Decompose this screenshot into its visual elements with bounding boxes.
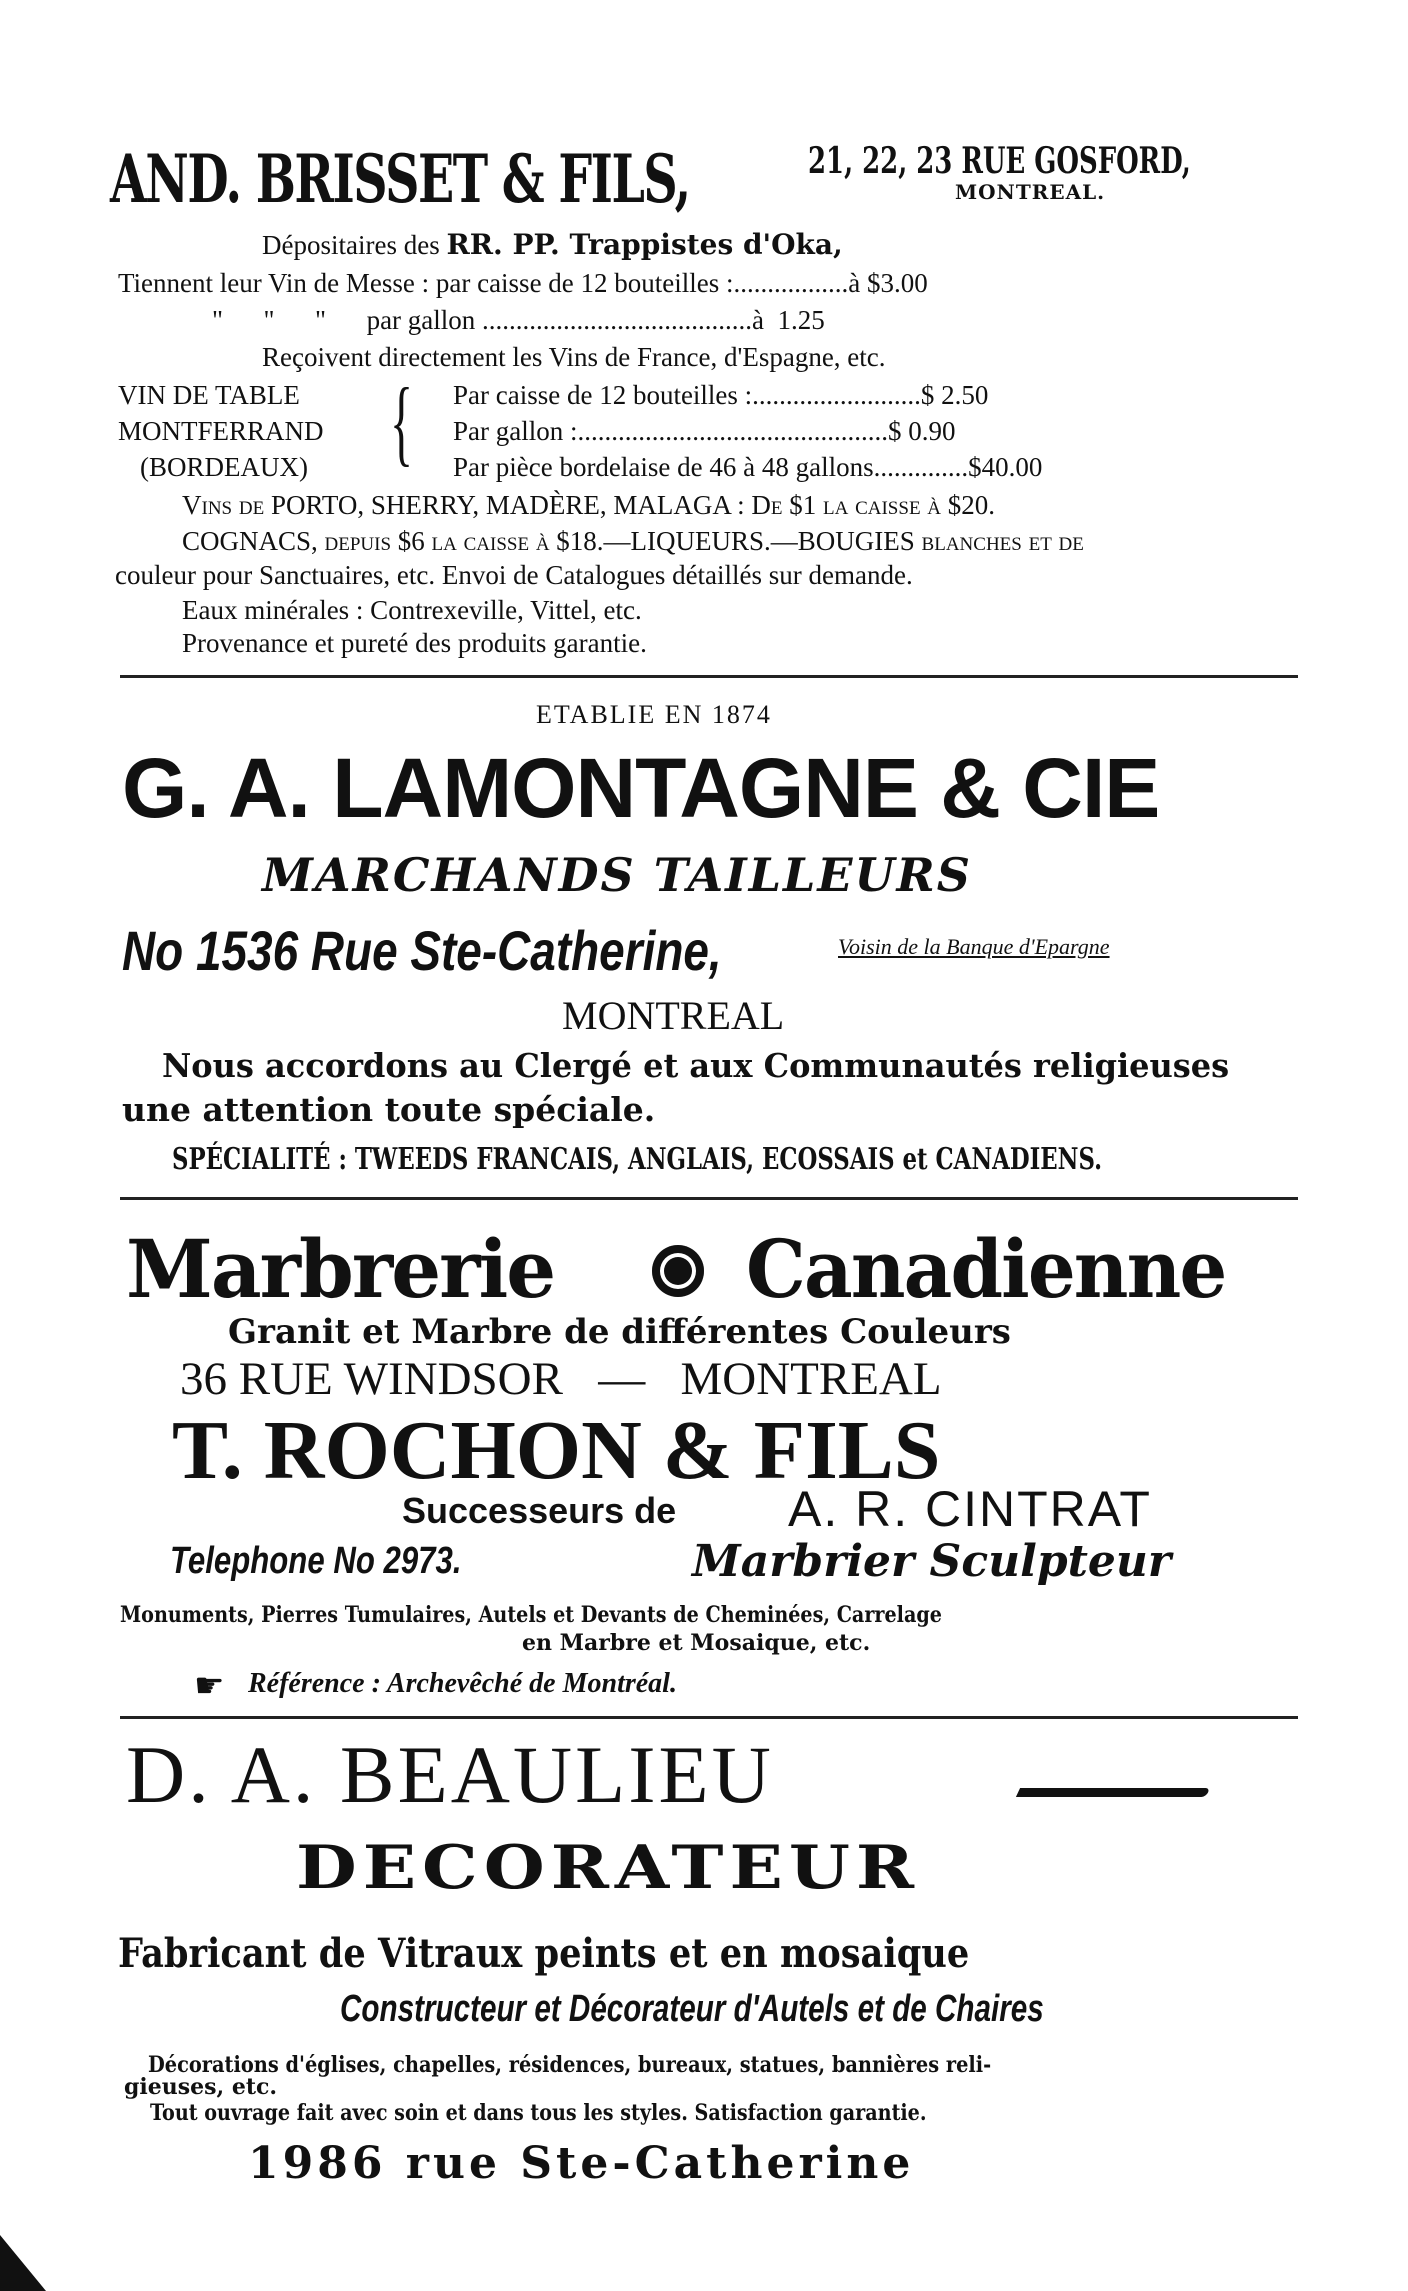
marbrerie-successeurs: Successeurs de: [402, 1490, 677, 1531]
marbrerie-granit: Granit et Marbre de différentes Couleurs: [228, 1312, 1011, 1352]
divider-1: [120, 675, 1298, 678]
brisset-address: 21, 22, 23 RUE GOSFORD,: [808, 140, 1191, 182]
marbrerie-monuments-1: Monuments, Pierres Tumulaires, Autels et Devants de Cheminées, Carrelage: [120, 1602, 942, 1628]
beaulieu-constructeur: Constructeur et Décorateur d'Autels et de Chaires: [340, 1988, 1044, 2030]
page-corner-mark: [0, 2235, 46, 2291]
marbrerie-title-right: Canadienne: [746, 1222, 1226, 1316]
vin-right-2: Par gallon :..............................................$ 0.90: [453, 416, 956, 446]
marbrerie-reference: Référence : Archevêché de Montréal.: [248, 1668, 677, 1699]
beaulieu-address: 1986 rue Ste-Catherine: [248, 2138, 915, 2189]
marbrerie-rochon: T. ROCHON & FILS: [172, 1404, 941, 1497]
brisset-depositaires: [262, 228, 843, 261]
beaulieu-tout: Tout ouvrage fait avec soin et dans tous les styles. Satisfaction garantie.: [150, 2100, 927, 2126]
brisset-city: MONTREAL.: [955, 180, 1106, 204]
beaulieu-decorateur: DECORATEUR: [296, 1832, 921, 1903]
brisset-cognacs: COGNACS, depuis $6 la caisse à $18.—LIQUEURS.—BOUGIES blanches et de: [182, 526, 1084, 556]
brisset-row-messe: Tiennent leur Vin de Messe : par caisse de 12 bouteilles :.................à $3.00: [118, 268, 928, 298]
ornament-icon: [652, 1245, 704, 1297]
lamontagne-nous-1: Nous accordons au Clergé et aux Communautés religieuses: [162, 1046, 1230, 1085]
vin-left-3: (BORDEAUX): [140, 452, 308, 482]
lamontagne-trade: MARCHANDS TAILLEURS: [262, 848, 973, 902]
beaulieu-decorations-1: Décorations d'églises, chapelles, résidences, bureaux, statues, bannières reli-: [148, 2052, 992, 2078]
brisset-provenance: Provenance et pureté des produits garantie.: [182, 628, 647, 658]
brisset-eaux: Eaux minérales : Contrexeville, Vittel, etc.: [182, 595, 642, 625]
depositaires-prefix: Dépositaires des: [262, 230, 440, 260]
vin-right-3: Par pièce bordelaise de 46 à 48 gallons..............$40.00: [453, 452, 1043, 482]
vin-left-1: VIN DE TABLE: [118, 380, 300, 410]
pointing-hand-icon: ☛: [194, 1668, 225, 1705]
lamontagne-nous-2: une attention toute spéciale.: [122, 1090, 656, 1129]
marbrerie-cintrat: A. R. CINTRAT: [788, 1481, 1152, 1537]
lamontagne-name: G. A. LAMONTAGNE & CIE: [122, 741, 1160, 835]
beaulieu-fabricant: Fabricant de Vitraux peints et en mosaique: [118, 1930, 970, 1977]
lamontagne-specialite: SPÉCIALITÉ : TWEEDS FRANCAIS, ANGLAIS, ECOSSAIS et CANADIENS.: [172, 1142, 1103, 1177]
vin-left-2: MONTFERRAND: [118, 416, 324, 446]
lamontagne-etablie: ETABLIE EN 1874: [536, 700, 772, 729]
brisset-couleur: couleur pour Sanctuaires, etc. Envoi de Catalogues détaillés sur demande.: [115, 560, 913, 590]
brisset-name: AND. BRISSET & FILS,: [110, 140, 690, 218]
marbrerie-monuments-2: en Marbre et Mosaique, etc.: [522, 1630, 871, 1656]
lamontagne-address: No 1536 Rue Ste-Catherine,: [122, 919, 722, 982]
beaulieu-flourish: [1016, 1788, 1210, 1797]
vin-right-1: Par caisse de 12 bouteilles :.........................$ 2.50: [453, 380, 989, 410]
lamontagne-city: MONTREAL: [562, 993, 785, 1038]
lamontagne-voisin: Voisin de la Banque d'Epargne: [838, 934, 1110, 959]
marbrerie-telephone: Telephone No 2973.: [170, 1540, 462, 1582]
beaulieu-decorations-2: gieuses, etc.: [124, 2074, 278, 2100]
brisset-row-recoivent: Reçoivent directement les Vins de France, d'Espagne, etc.: [262, 342, 886, 372]
brisset-row-gallon: " " " par gallon ........................................à 1.25: [212, 305, 825, 335]
divider-3: [120, 1716, 1298, 1719]
beaulieu-name: D. A. BEAULIEU: [126, 1729, 774, 1820]
divider-2: [120, 1197, 1298, 1200]
marbrerie-title-left: Marbrerie: [126, 1222, 555, 1316]
marbrerie-marbrier: Marbrier Sculpteur: [692, 1536, 1172, 1587]
brace-icon: {: [390, 368, 414, 475]
depositaires-trappistes: RR. PP. Trappistes d'Oka,: [446, 228, 843, 261]
brisset-porto: Vins de PORTO, SHERRY, MADÈRE, MALAGA : De $1 la caisse à $20.: [182, 490, 996, 520]
marbrerie-address: 36 RUE WINDSOR — MONTREAL: [180, 1353, 942, 1405]
